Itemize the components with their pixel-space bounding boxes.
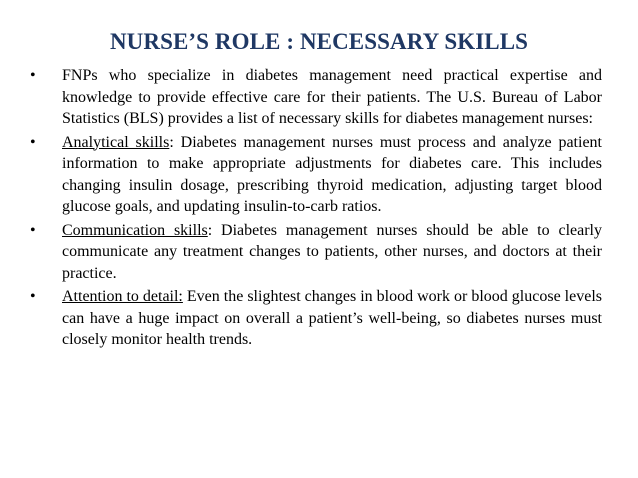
bullet-text: : Diabetes management nurses should be able to clearly communicate any treatment changes to patients, other nurses, and doctors at their practice. bbox=[62, 221, 603, 282]
bullet-label: Analytical skills bbox=[62, 133, 170, 151]
bullet-analytical-skills bbox=[30, 132, 602, 218]
slide-title: NURSE’S ROLE : NECESSARY SKILLS bbox=[109, 29, 529, 54]
bullet-dot-icon: • bbox=[30, 221, 36, 239]
bullet-attention-to-detail bbox=[30, 286, 602, 351]
bullet-label: Attention to detail: bbox=[62, 288, 183, 305]
bullet-dot-icon: • bbox=[30, 67, 36, 84]
bullet-intro bbox=[30, 65, 602, 130]
bullet-dot-icon: • bbox=[30, 133, 36, 151]
bullet-list bbox=[30, 65, 602, 353]
bullet-label: Communication skills bbox=[62, 221, 208, 239]
bullet-text: Even the slightest changes in blood work or blood glucose levels can have a huge impact on overall a patient’s well-being, so diabetes nurses must closely monitor health trends. bbox=[62, 288, 603, 348]
bullet-communication-skills bbox=[30, 220, 602, 285]
bullet-text: FNPs who specialize in diabetes management need practical expertise and knowledge to provide effective care for their patients. The U.S. Bureau of Labor Statistics (BLS) provides a list of necessary skills for diabetes management nurses: bbox=[62, 67, 602, 127]
bullet-dot-icon: • bbox=[30, 288, 36, 305]
bullet-text: : Diabetes management nurses must process and analyze patient information to make appropriate adjustments for diabetes care. This includes changing insulin dosage, prescribing thyroid medication, adjusting target blood glucose goals, and updating insulin-to-carb ratios. bbox=[62, 133, 602, 215]
